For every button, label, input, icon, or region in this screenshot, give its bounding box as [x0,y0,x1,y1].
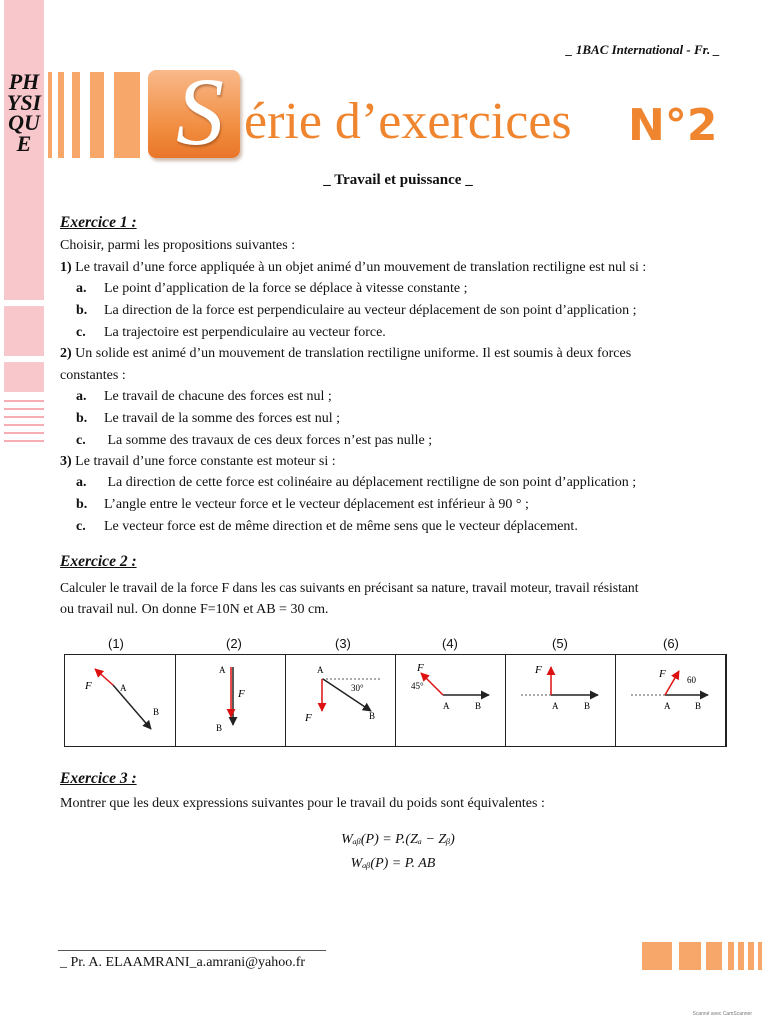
side-block [4,306,44,356]
case-number: (6) [663,636,679,651]
series-number: N°2 [628,100,718,151]
option-text: La somme des travaux de ces deux forces n’est pas nulle ; [104,433,433,448]
option [76,495,529,514]
point-b-label: B [369,711,376,721]
option-text: Le travail de chacune des forces est nul ; [104,389,332,404]
formula-2: Wₐᵦ(P) = P. AB [350,856,436,871]
point-a-label: A [552,701,559,711]
exercise3-title: Exercice 3 : [60,770,137,787]
force-vector [665,671,679,695]
exercise2-text-line2: ou travail nul. On donne F=10N et AB = 30 cm. [60,602,329,617]
option-text: L’angle entre le vecteur force et le vecteur déplacement est inférieur à 90 ° ; [104,497,529,512]
point-a-label: A [219,665,226,675]
option [76,431,432,450]
force-label: F [305,712,312,724]
case-number: (5) [552,636,568,651]
option [76,517,578,536]
point-b-label: B [584,701,591,711]
side-block [4,362,44,392]
footer-block [738,942,744,970]
force-label: F [417,662,424,674]
point-a-label: A [443,701,450,711]
title-initial: S [176,58,224,165]
side-line [4,432,44,434]
option-letter: c. [76,519,86,534]
option-letter: c. [76,433,86,448]
title-stripe [58,72,64,158]
option-letter: c. [76,325,86,340]
option [76,323,386,342]
angle-label: 45° [411,681,424,691]
side-line [4,400,44,402]
force-label: F [659,668,666,680]
angle-label: 60 [687,675,696,685]
title-stripe [72,72,80,158]
option-text: Le travail de la somme des forces est nul ; [104,411,340,426]
option [76,387,332,406]
footer-block [706,942,722,970]
option-letter: a. [76,389,87,404]
point-b-label: B [216,723,223,733]
title-stripe [48,72,52,158]
force-vector [421,673,443,695]
footer-block [758,942,762,970]
exercise1-question1 [60,258,646,277]
displacement-vector [323,679,371,711]
exercise1-question3 [60,452,336,471]
option-text: La trajectoire est perpendiculaire au vecteur force. [104,325,386,340]
exercise1-intro: Choisir, parmi les propositions suivantes : [60,238,296,253]
point-a-label: A [120,683,127,693]
footer-block [748,942,754,970]
option-letter: a. [76,281,87,296]
case-number: (2) [226,636,242,651]
header-brand: _ 1BAC International - Fr. _ [566,42,720,57]
force-label: F [85,680,92,692]
footer-rule [58,950,326,951]
scan-watermark: Scanné avec CamScanner [692,1011,752,1017]
angle-label: 30° [351,683,364,693]
page-title: érie d’exercices [244,93,572,150]
exercise2-title: Exercice 2 : [60,553,137,570]
question-number: 3) [60,454,72,469]
exercise1-title: Exercice 1 : [60,214,137,231]
option-letter: b. [76,411,88,426]
point-b-label: B [153,707,160,717]
point-a-label: A [664,701,671,711]
question-number: 2) [60,346,72,361]
option-letter: a. [76,475,87,490]
question-text: Le travail d’une force appliquée à un objet animé d’un mouvement de translation rectiligne est nul si : [71,260,647,275]
side-line [4,416,44,418]
option [76,301,637,320]
option-text: Le vecteur force est de même direction et de même sens que le vecteur déplacement. [104,519,578,534]
exercise1-question2 [60,344,631,363]
question-number: 1) [60,260,72,275]
force-label: F [535,664,542,676]
option-text: La direction de cette force est colinéaire au déplacement rectiligne de son point d’application ; [104,475,637,490]
side-line [4,424,44,426]
displacement-vector [113,685,151,729]
footer-block [679,942,701,970]
point-a-label: A [317,665,324,675]
option [76,279,467,298]
option-text: La direction de la force est perpendiculaire au vecteur déplacement de son point d’application ; [104,303,637,318]
option [76,473,636,492]
point-b-label: B [695,701,702,711]
side-label: PHYSIQUE [6,69,42,156]
case-number: (1) [108,636,124,651]
force-label: F [238,688,245,700]
title-stripe [90,72,104,158]
case-number: (3) [335,636,351,651]
footer-block [728,942,734,970]
exercise1-question2-cont: constantes : [60,368,126,383]
question-text: Le travail d’une force constante est moteur si : [71,454,336,469]
formula-1: Wₐᵦ(P) = P.(Zₐ − Zᵦ) [341,832,455,847]
force-vector [95,669,113,685]
exercise3-text: Montrer que les deux expressions suivantes pour le travail du poids sont équivalentes : [60,796,545,811]
side-line [4,440,44,442]
page-subtitle: _ Travail et puissance _ [323,172,473,188]
force-diagram-svg [65,655,725,745]
footer-author: _ Pr. A. ELAAMRANI_a.amrani@yahoo.fr [60,955,306,970]
force-diagram-strip [64,654,727,747]
exercise2-text-line1: Calculer le travail de la force F dans les cas suivants en précisant sa nature, travail moteur, travail résistant [60,580,639,595]
footer-block [642,942,672,970]
option-text: Le point d’application de la force se déplace à vitesse constante ; [104,281,468,296]
option [76,409,340,428]
side-line [4,408,44,410]
question-text: Un solide est animé d’un mouvement de translation rectiligne uniforme. Il est soumis à deux forces [71,346,632,361]
point-b-label: B [475,701,482,711]
case-number: (4) [442,636,458,651]
title-stripe [114,72,140,158]
option-letter: b. [76,303,88,318]
option-letter: b. [76,497,88,512]
